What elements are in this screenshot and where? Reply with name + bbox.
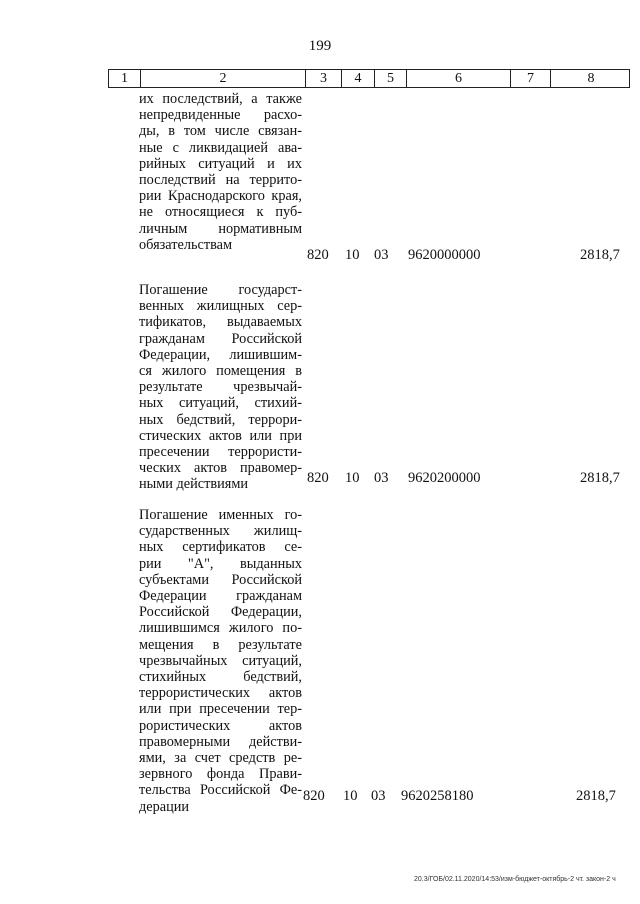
row-3-line: террористических актов [139, 685, 302, 702]
row-2-line: ных бедствий, террори- [139, 411, 302, 428]
row-3-col6: 9620258180 [401, 788, 474, 804]
row-3-line: или при пресечении тер- [139, 701, 302, 718]
row-3-line: Российской Федерации, [139, 604, 302, 621]
row-3-col8: 2818,7 [576, 788, 616, 804]
row-2-line: стических актов или при [139, 427, 302, 444]
row-3-description [139, 507, 302, 815]
row-3-line: рористических актов [139, 717, 302, 734]
row-3-line: ных сертификатов се- [139, 539, 302, 556]
header-cell-5: 5 [374, 70, 406, 87]
row-1-col6: 9620000000 [408, 247, 481, 263]
row-2-line: результате чрезвычай- [139, 379, 302, 396]
row-3-line: правомерными действи- [139, 733, 302, 750]
row-3-line: сударственных жилищ- [139, 523, 302, 540]
row-3-line: дерации [139, 798, 190, 815]
row-2-col6: 9620200000 [408, 470, 481, 486]
row-2-line: ными действиями [139, 476, 249, 493]
row-1-line: последствий на террито- [139, 172, 302, 189]
row-1-col5: 03 [374, 247, 389, 263]
header-cell-8: 8 [550, 70, 631, 87]
row-2-line: пресечении террористи- [139, 444, 302, 461]
row-2-line: ных ситуаций, стихий- [139, 395, 302, 412]
row-3-line: рии "А", выданных [139, 555, 302, 572]
row-2-col5: 03 [374, 470, 389, 486]
row-2-line: ческих актов правомер- [139, 460, 302, 477]
row-1-line: их последствий, а также [139, 91, 302, 107]
row-1-line: рии Краснодарского края, [139, 188, 302, 205]
row-1-col3: 820 [307, 247, 329, 263]
table-header [108, 69, 630, 88]
row-2-line: гражданам Российской [139, 330, 302, 347]
row-2-line: тификатов, выдаваемых [139, 314, 302, 331]
document-footer-stamp: 20.3/ГОБ/02.11.2020/14:53/изм-бюджет-октябрь-2 чт. закон-2 ч [414, 876, 616, 883]
row-3-line: тельства Российской Фе- [139, 782, 302, 799]
row-1-line: рийных ситуаций и их [139, 155, 302, 172]
row-3-col4: 10 [343, 788, 358, 804]
row-2-description [139, 282, 302, 493]
header-cell-1: 1 [121, 71, 128, 86]
row-2-col8: 2818,7 [580, 470, 620, 486]
row-1-line: ные с ликвидацией ава- [139, 139, 302, 156]
header-cell-6: 6 [406, 70, 510, 87]
row-1-line: не относящиеся к пуб- [139, 204, 302, 221]
row-3-line: лишившимся жилого по- [139, 620, 302, 637]
row-3-line: мещения в результате [139, 636, 302, 653]
row-3-col3: 820 [303, 788, 325, 804]
row-1-col8: 2818,7 [580, 247, 620, 263]
row-3-line: чрезвычайных ситуаций, [139, 652, 302, 669]
row-3-line: зервного фонда Прави- [139, 766, 302, 783]
row-2-line: Федерации, лишившим- [139, 346, 302, 363]
row-3-line: Федерации гражданам [139, 588, 302, 605]
row-3-line: субъектами Российской [139, 571, 302, 588]
row-1-description [139, 91, 302, 253]
header-cell-2: 2 [140, 70, 305, 87]
row-1-line: личным нормативным [139, 220, 302, 237]
row-2-line: ся жилого помещения в [139, 363, 302, 380]
row-2-col3: 820 [307, 470, 329, 486]
header-cell-4: 4 [341, 70, 374, 87]
row-1-col4: 10 [345, 247, 360, 263]
header-cell-7: 7 [510, 70, 550, 87]
row-3-line: Погашение именных го- [139, 507, 302, 523]
row-1-line: обязательствам [139, 236, 233, 253]
row-3-line: ями, за счет средств ре- [139, 750, 302, 767]
row-1-line: ды, в том числе связан- [139, 123, 302, 140]
header-cell-3: 3 [305, 70, 341, 87]
page-number: 199 [308, 38, 332, 54]
row-1-line: непредвиденные расхо- [139, 107, 302, 124]
row-2-line: Погашение государст- [139, 282, 302, 298]
row-2-line: венных жилищных сер- [139, 298, 302, 315]
row-3-col5: 03 [371, 788, 386, 804]
row-3-line: стихийных бедствий, [139, 669, 302, 686]
row-2-col4: 10 [345, 470, 360, 486]
